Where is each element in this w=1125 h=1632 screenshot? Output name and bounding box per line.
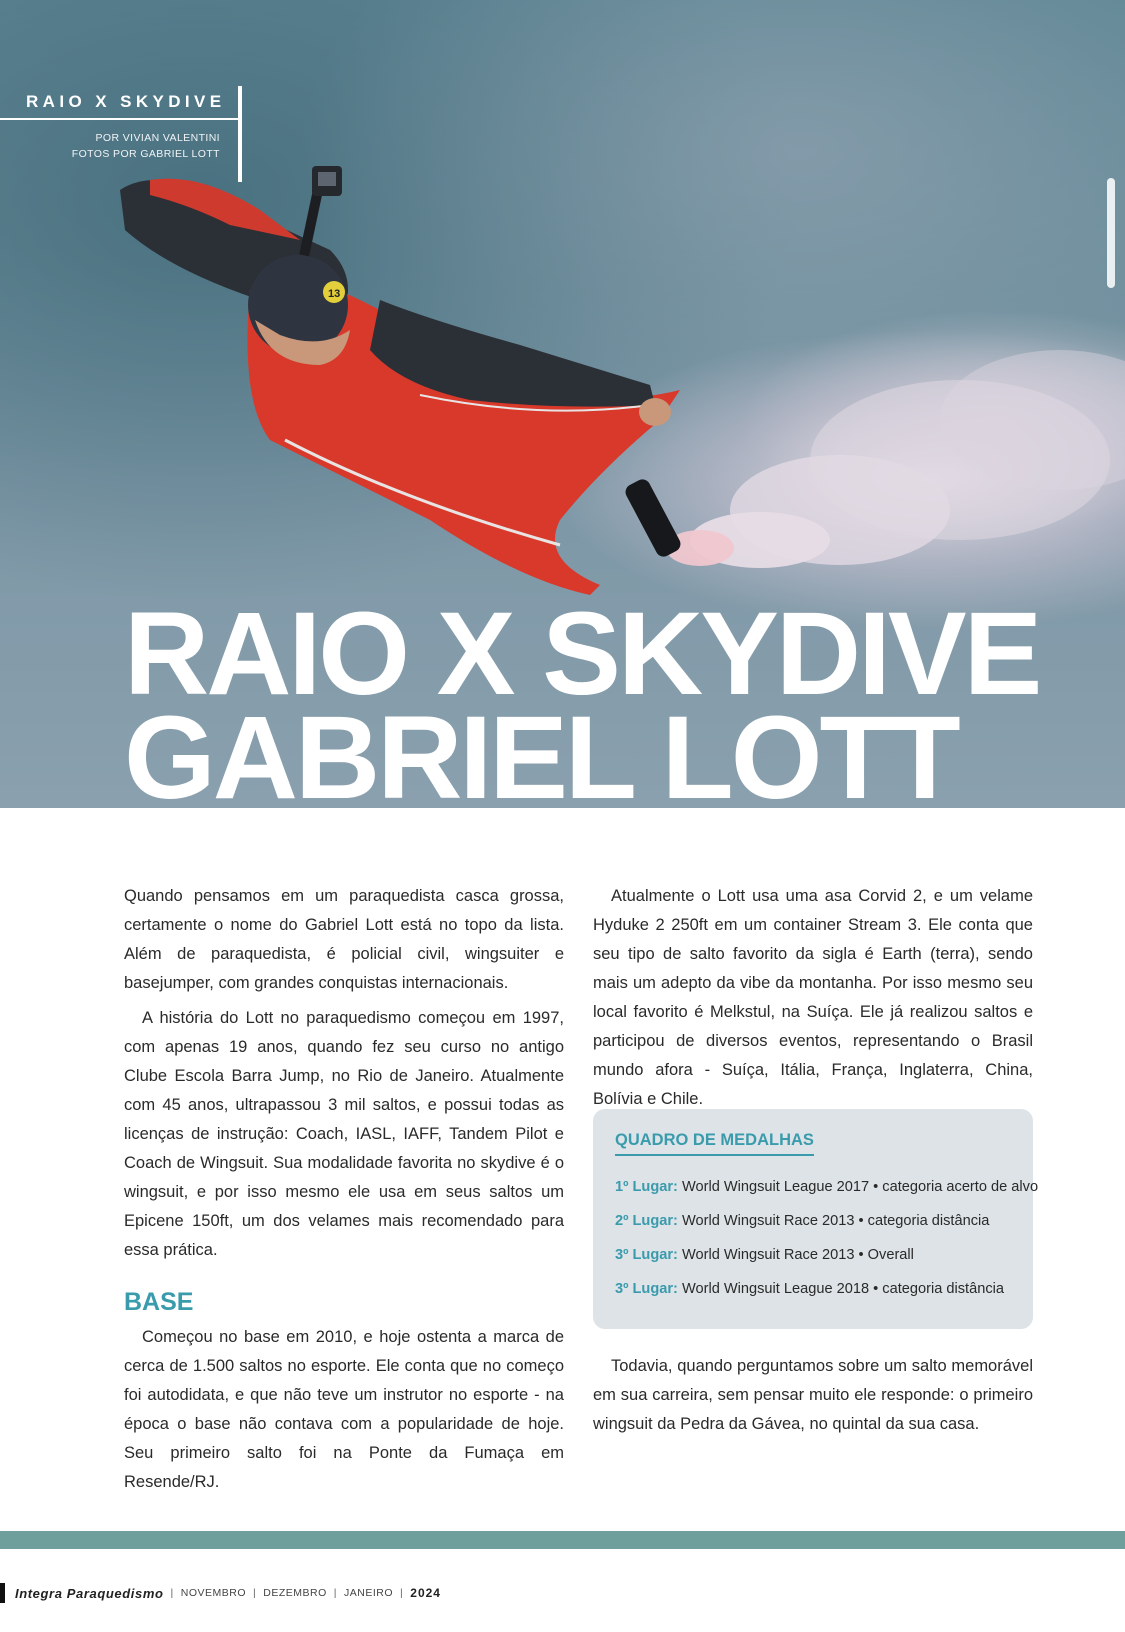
medal-text: World Wingsuit League 2018 • categoria distância bbox=[677, 1281, 1004, 1297]
article-right-column bbox=[593, 882, 1033, 1120]
paragraph-gear: Atualmente o Lott usa uma asa Corvid 2, e um velame Hyduke 2 250ft em um container Stream 3. Ele conta que seu tipo de salto favorito da sigla é Earth (terra), sendo mais um adepto da vibe da montanha. Por isso mesmo seu local favorito é Melkstul, na Suíça. Ele já realizou saltos e participou de diversos eventos, representando o Brasil mundo afora - Suíça, Itália, França, Inglaterra, China, Bolívia e Chile. bbox=[593, 887, 1033, 1108]
medal-item bbox=[615, 1238, 1011, 1272]
kicker-rule bbox=[0, 118, 238, 120]
helmet-number: 13 bbox=[328, 288, 341, 300]
medal-text: World Wingsuit League 2017 • categoria acerto de alvo bbox=[677, 1179, 1039, 1195]
footer-brand: Integra Paraquedismo bbox=[15, 1585, 164, 1601]
article-right-column-bottom bbox=[593, 1352, 1033, 1445]
footer-year: 2024 bbox=[410, 1586, 441, 1600]
medal-place: 3º Lugar: bbox=[615, 1281, 678, 1297]
section-heading-base: BASE bbox=[124, 1288, 194, 1316]
medal-text: World Wingsuit Race 2013 • categoria distância bbox=[677, 1213, 990, 1229]
kicker-text: RAIO X SKYDIVE bbox=[26, 92, 226, 111]
byline-photos: FOTOS POR GABRIEL LOTT bbox=[71, 148, 220, 160]
medal-place: 2º Lugar: bbox=[615, 1213, 678, 1229]
paragraph-base: Começou no base em 2010, e hoje ostenta a marca de cerca de 1.500 saltos no esporte. Ele conta que no começo foi autodidata, e que não teve um instrutor no esporte - na época o base não contava com a popularidade de hoje. Seu primeiro salto foi na Ponte da Fumaça em Resende/RJ. bbox=[124, 1328, 564, 1491]
section-kicker bbox=[0, 86, 242, 182]
headline-line-2: GABRIEL LOTT bbox=[124, 692, 958, 808]
footer-page-mark bbox=[0, 1583, 5, 1603]
footer-month-2: DEZEMBRO bbox=[263, 1587, 327, 1599]
medal-item bbox=[615, 1204, 1011, 1238]
paragraph-memorable-jump: Todavia, quando perguntamos sobre um salto memorável em sua carreira, sem pensar muito ele responde: o primeiro wingsuit da Pedra da Gávea, no quintal da sua casa. bbox=[593, 1357, 1033, 1433]
kicker-vertical-rule bbox=[238, 86, 242, 182]
medal-place: 3º Lugar: bbox=[615, 1247, 678, 1263]
footer-month-3: JANEIRO bbox=[344, 1587, 394, 1599]
headline-line-1: RAIO X SKYDIVE bbox=[124, 588, 1040, 720]
medal-board-title: QUADRO DE MEDALHAS bbox=[615, 1131, 814, 1156]
medal-place: 1º Lugar: bbox=[615, 1179, 678, 1195]
footer-separator: | bbox=[253, 1587, 257, 1599]
paragraph-intro: Quando pensamos em um paraquedista casca grossa, certamente o nome do Gabriel Lott está no topo da lista. Além de paraquedista, é policial civil, wingsuiter e basejumper, com grandes conquistas internacionais. bbox=[124, 887, 564, 992]
medal-item bbox=[615, 1170, 1039, 1204]
page-footer bbox=[0, 1583, 441, 1603]
byline-author: POR VIVIAN VALENTINI bbox=[95, 132, 220, 144]
paragraph-history: A história do Lott no paraquedismo começou em 1997, com apenas 19 anos, quando fez seu curso no antigo Clube Escola Barra Jump, no Rio de Janeiro. Atualmente com 45 anos, ultrapassou 3 mil saltos, e possui todas as licenças de instrução: Coach, IASL, IAFF, Tandem Pilot e Coach de Wingsuit. Sua modalidade favorita no skydive é o wingsuit, e por isso mesmo ele usa em seus saltos um Epicene 150ft, um dos velames mais recomendado para essa prática. bbox=[124, 1009, 564, 1259]
footer-separator: | bbox=[170, 1587, 174, 1599]
scrollbar-thumb[interactable] bbox=[1107, 178, 1115, 288]
footer-band bbox=[0, 1531, 1125, 1549]
byline bbox=[72, 130, 220, 162]
hero-photo bbox=[0, 0, 1125, 808]
footer-separator: | bbox=[400, 1587, 404, 1599]
medal-item bbox=[615, 1272, 1011, 1306]
footer-month-1: NOVEMBRO bbox=[180, 1587, 247, 1599]
headline bbox=[124, 588, 1125, 808]
article-left-column bbox=[124, 882, 564, 1503]
footer-separator: | bbox=[333, 1587, 338, 1599]
medal-text: World Wingsuit Race 2013 • Overall bbox=[677, 1247, 914, 1263]
medal-board bbox=[593, 1109, 1039, 1329]
